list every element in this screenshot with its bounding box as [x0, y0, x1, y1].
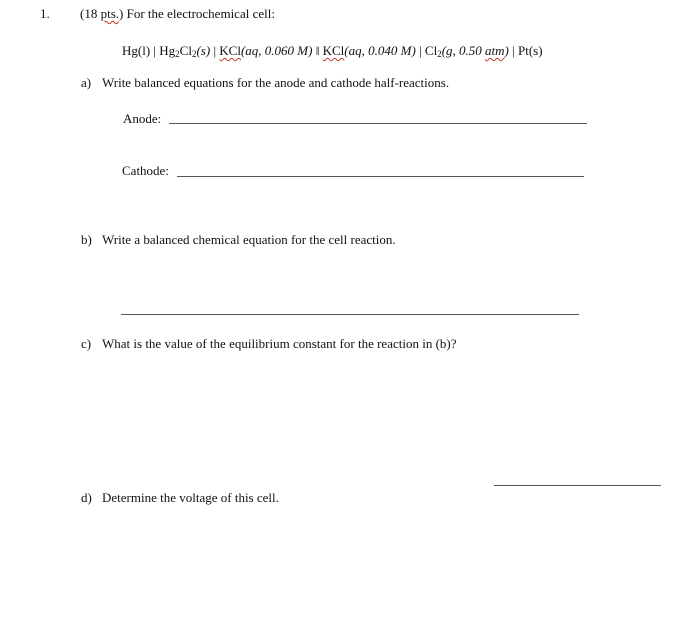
points-abbrev: pts. — [100, 6, 120, 21]
part-b-text: Write a balanced chemical equation for the cell reaction. — [102, 232, 396, 247]
cathode-answer-line[interactable] — [177, 176, 584, 177]
cell-pt: Pt(s) — [518, 43, 543, 58]
part-a-label: a) — [81, 75, 92, 90]
anode-label: Anode: — [123, 111, 162, 126]
points-suffix: ) — [119, 6, 124, 21]
cell-notation — [122, 43, 543, 59]
question-prompt: For the electrochemical cell: — [126, 6, 275, 21]
cell-kcl-cathode: KCl(aq, 0.040 M) — [322, 43, 416, 58]
part-a-text: Write balanced equations for the anode and cathode half-reactions. — [102, 75, 450, 90]
part-b-answer-line[interactable] — [121, 314, 579, 315]
part-c-answer-line[interactable] — [494, 485, 661, 486]
points-prefix: (18 — [80, 6, 101, 21]
cell-kcl-anode: KCl(aq, 0.060 M) — [219, 43, 313, 58]
part-d-text: Determine the voltage of this cell. — [102, 490, 279, 505]
part-c-label: c) — [81, 336, 92, 351]
cell-sep: | — [153, 43, 157, 58]
question-header — [80, 6, 275, 22]
cell-sep: | — [419, 43, 422, 58]
anode-answer-line[interactable] — [169, 123, 587, 124]
cathode-label: Cathode: — [122, 163, 169, 178]
cell-sep: | — [512, 43, 515, 58]
cell-hg2cl2: $Hg_2Cl_2(s)$ — [159, 43, 211, 59]
part-d-label: d) — [81, 490, 92, 505]
part-b-label: b) — [81, 232, 92, 247]
cell-cl2: $Cl_2(g$, 0.50 atm) — [424, 43, 509, 59]
part-c-text: What is the value of the equilibrium constant for the reaction in (b)? — [102, 336, 457, 351]
question-number: 1. — [40, 6, 50, 21]
cell-salt-bridge: ‖ — [315, 43, 320, 58]
cell-sep: | — [213, 43, 217, 58]
cell-hg: Hg(l) — [122, 43, 151, 58]
